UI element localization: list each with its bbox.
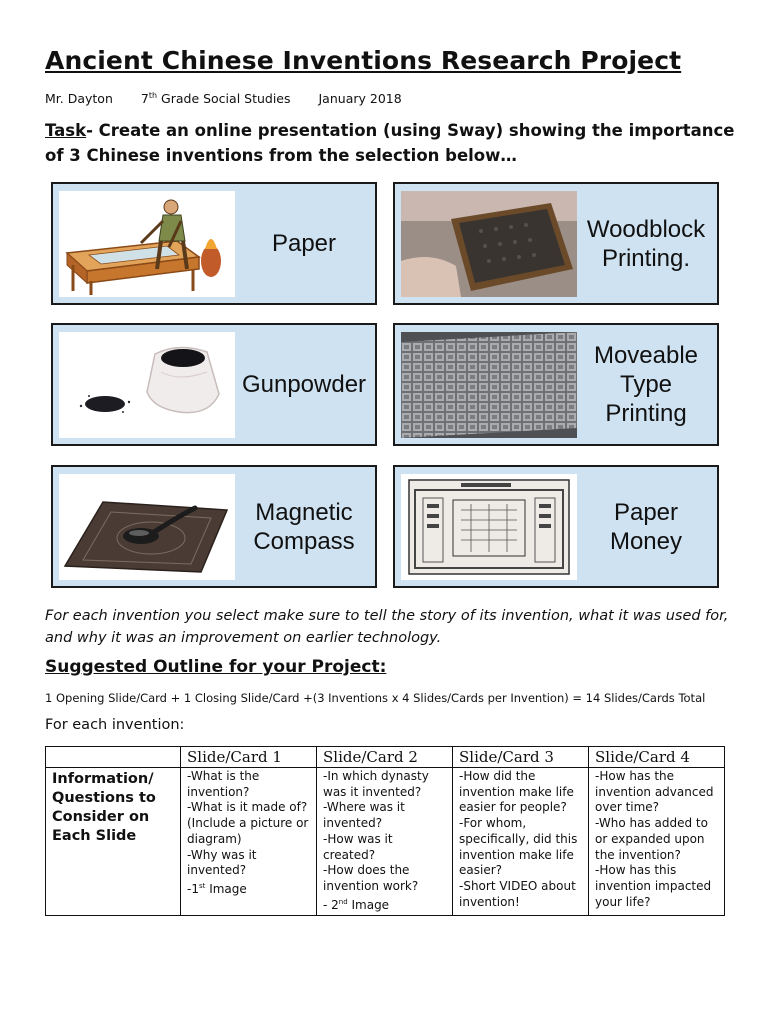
grade-suffix: th: [148, 91, 158, 100]
task-text: - Create an online presentation (using Sway) showing the importance of 3 Chinese inventions from the selection below…: [45, 121, 735, 165]
invention-label: Gunpowder: [241, 371, 367, 398]
row-header: Information/ Questions to Consider on Each Slide: [46, 768, 181, 916]
gunpowder-image: [59, 332, 235, 438]
outline-heading: Suggested Outline for your Project:: [45, 657, 387, 677]
cell-line: -Why was it invented?: [187, 847, 257, 878]
column-header: Slide/Card 2: [317, 747, 453, 768]
cell-text: -1: [187, 881, 199, 896]
invention-label: Paper: [271, 230, 337, 257]
invention-label: Woodblock Printing.: [586, 215, 706, 272]
cell-text: Image: [205, 881, 247, 896]
invention-card-magnetic-compass: [51, 465, 377, 588]
cell-text: - 2: [323, 897, 339, 912]
outline-table: [45, 746, 725, 916]
cell-line: -How did the invention make life easier for people?: [459, 769, 574, 815]
invention-card-moveable-type-printing: [393, 323, 719, 446]
invention-label: Paper Money: [609, 498, 683, 555]
cell-sup: st: [198, 881, 206, 890]
cell-line: -How has the invention advanced over time?: [595, 769, 714, 815]
grade-rest: Grade Social Studies: [157, 91, 291, 107]
moveable-type-image: [401, 332, 577, 438]
column-header: Slide/Card 1: [181, 747, 317, 768]
header-meta: [45, 91, 426, 106]
grade-course: [141, 91, 291, 106]
date: January 2018: [318, 91, 402, 107]
cell-line: -For whom, specifically, did this invention make life easier?: [459, 816, 578, 878]
invention-cards: [51, 182, 719, 590]
cell-text: Image: [347, 897, 390, 912]
cell-line: [323, 895, 446, 914]
column-header: [46, 747, 181, 768]
task-label: Task: [45, 121, 87, 140]
table-row: [46, 768, 725, 916]
table-header-row: [46, 747, 725, 768]
card1-cell: [181, 768, 317, 916]
cell-line: -In which dynasty was it invented?: [323, 769, 429, 799]
cell-line: [187, 879, 310, 898]
cell-line: -How has this invention impacted your life?: [595, 863, 712, 909]
compass-image: [59, 474, 235, 580]
instructions-text: For each invention you select make sure to tell the story of its invention, what it was used for, and why it was an improvement on earlier technology.: [45, 608, 729, 646]
task-description: [45, 118, 735, 168]
paper-money-image: [401, 474, 577, 580]
card4-cell: [589, 768, 725, 916]
cell-sup: nd: [338, 897, 348, 906]
woodblock-image: [401, 191, 577, 297]
column-header: Slide/Card 3: [453, 747, 589, 768]
cell-line: -Short VIDEO about invention!: [459, 878, 576, 909]
column-header: Slide/Card 4: [589, 747, 725, 768]
invention-label: Magnetic Compass: [253, 498, 355, 555]
cell-line: -How was it created?: [323, 831, 393, 862]
teacher-name: Mr. Dayton: [45, 91, 113, 107]
paper-making-image: [59, 191, 235, 297]
cell-line: -Who has added to or expanded upon the invention?: [595, 816, 708, 862]
for-each-label: For each invention:: [45, 717, 185, 733]
slide-count-formula: 1 Opening Slide/Card + 1 Closing Slide/Card +(3 Inventions x 4 Slides/Cards per Invention) = 14 Slides/Cards Total: [45, 691, 706, 705]
cell-line: -Where was it invented?: [323, 800, 405, 831]
invention-card-paper-money: [393, 465, 719, 588]
card2-cell: [317, 768, 453, 916]
cell-line: -What is the invention?: [187, 769, 260, 799]
card3-cell: [453, 768, 589, 916]
grade-number: 7: [140, 91, 149, 107]
invention-card-woodblock-printing: [393, 182, 719, 305]
invention-card-paper: [51, 182, 377, 305]
invention-card-gunpowder: [51, 323, 377, 446]
invention-label: Moveable Type Printing: [593, 342, 699, 427]
cell-line: -How does the invention work?: [323, 863, 419, 893]
cell-line: -What is it made of? (Include a picture or diagram): [187, 800, 309, 846]
page-title: Ancient Chinese Inventions Research Project: [45, 46, 682, 75]
